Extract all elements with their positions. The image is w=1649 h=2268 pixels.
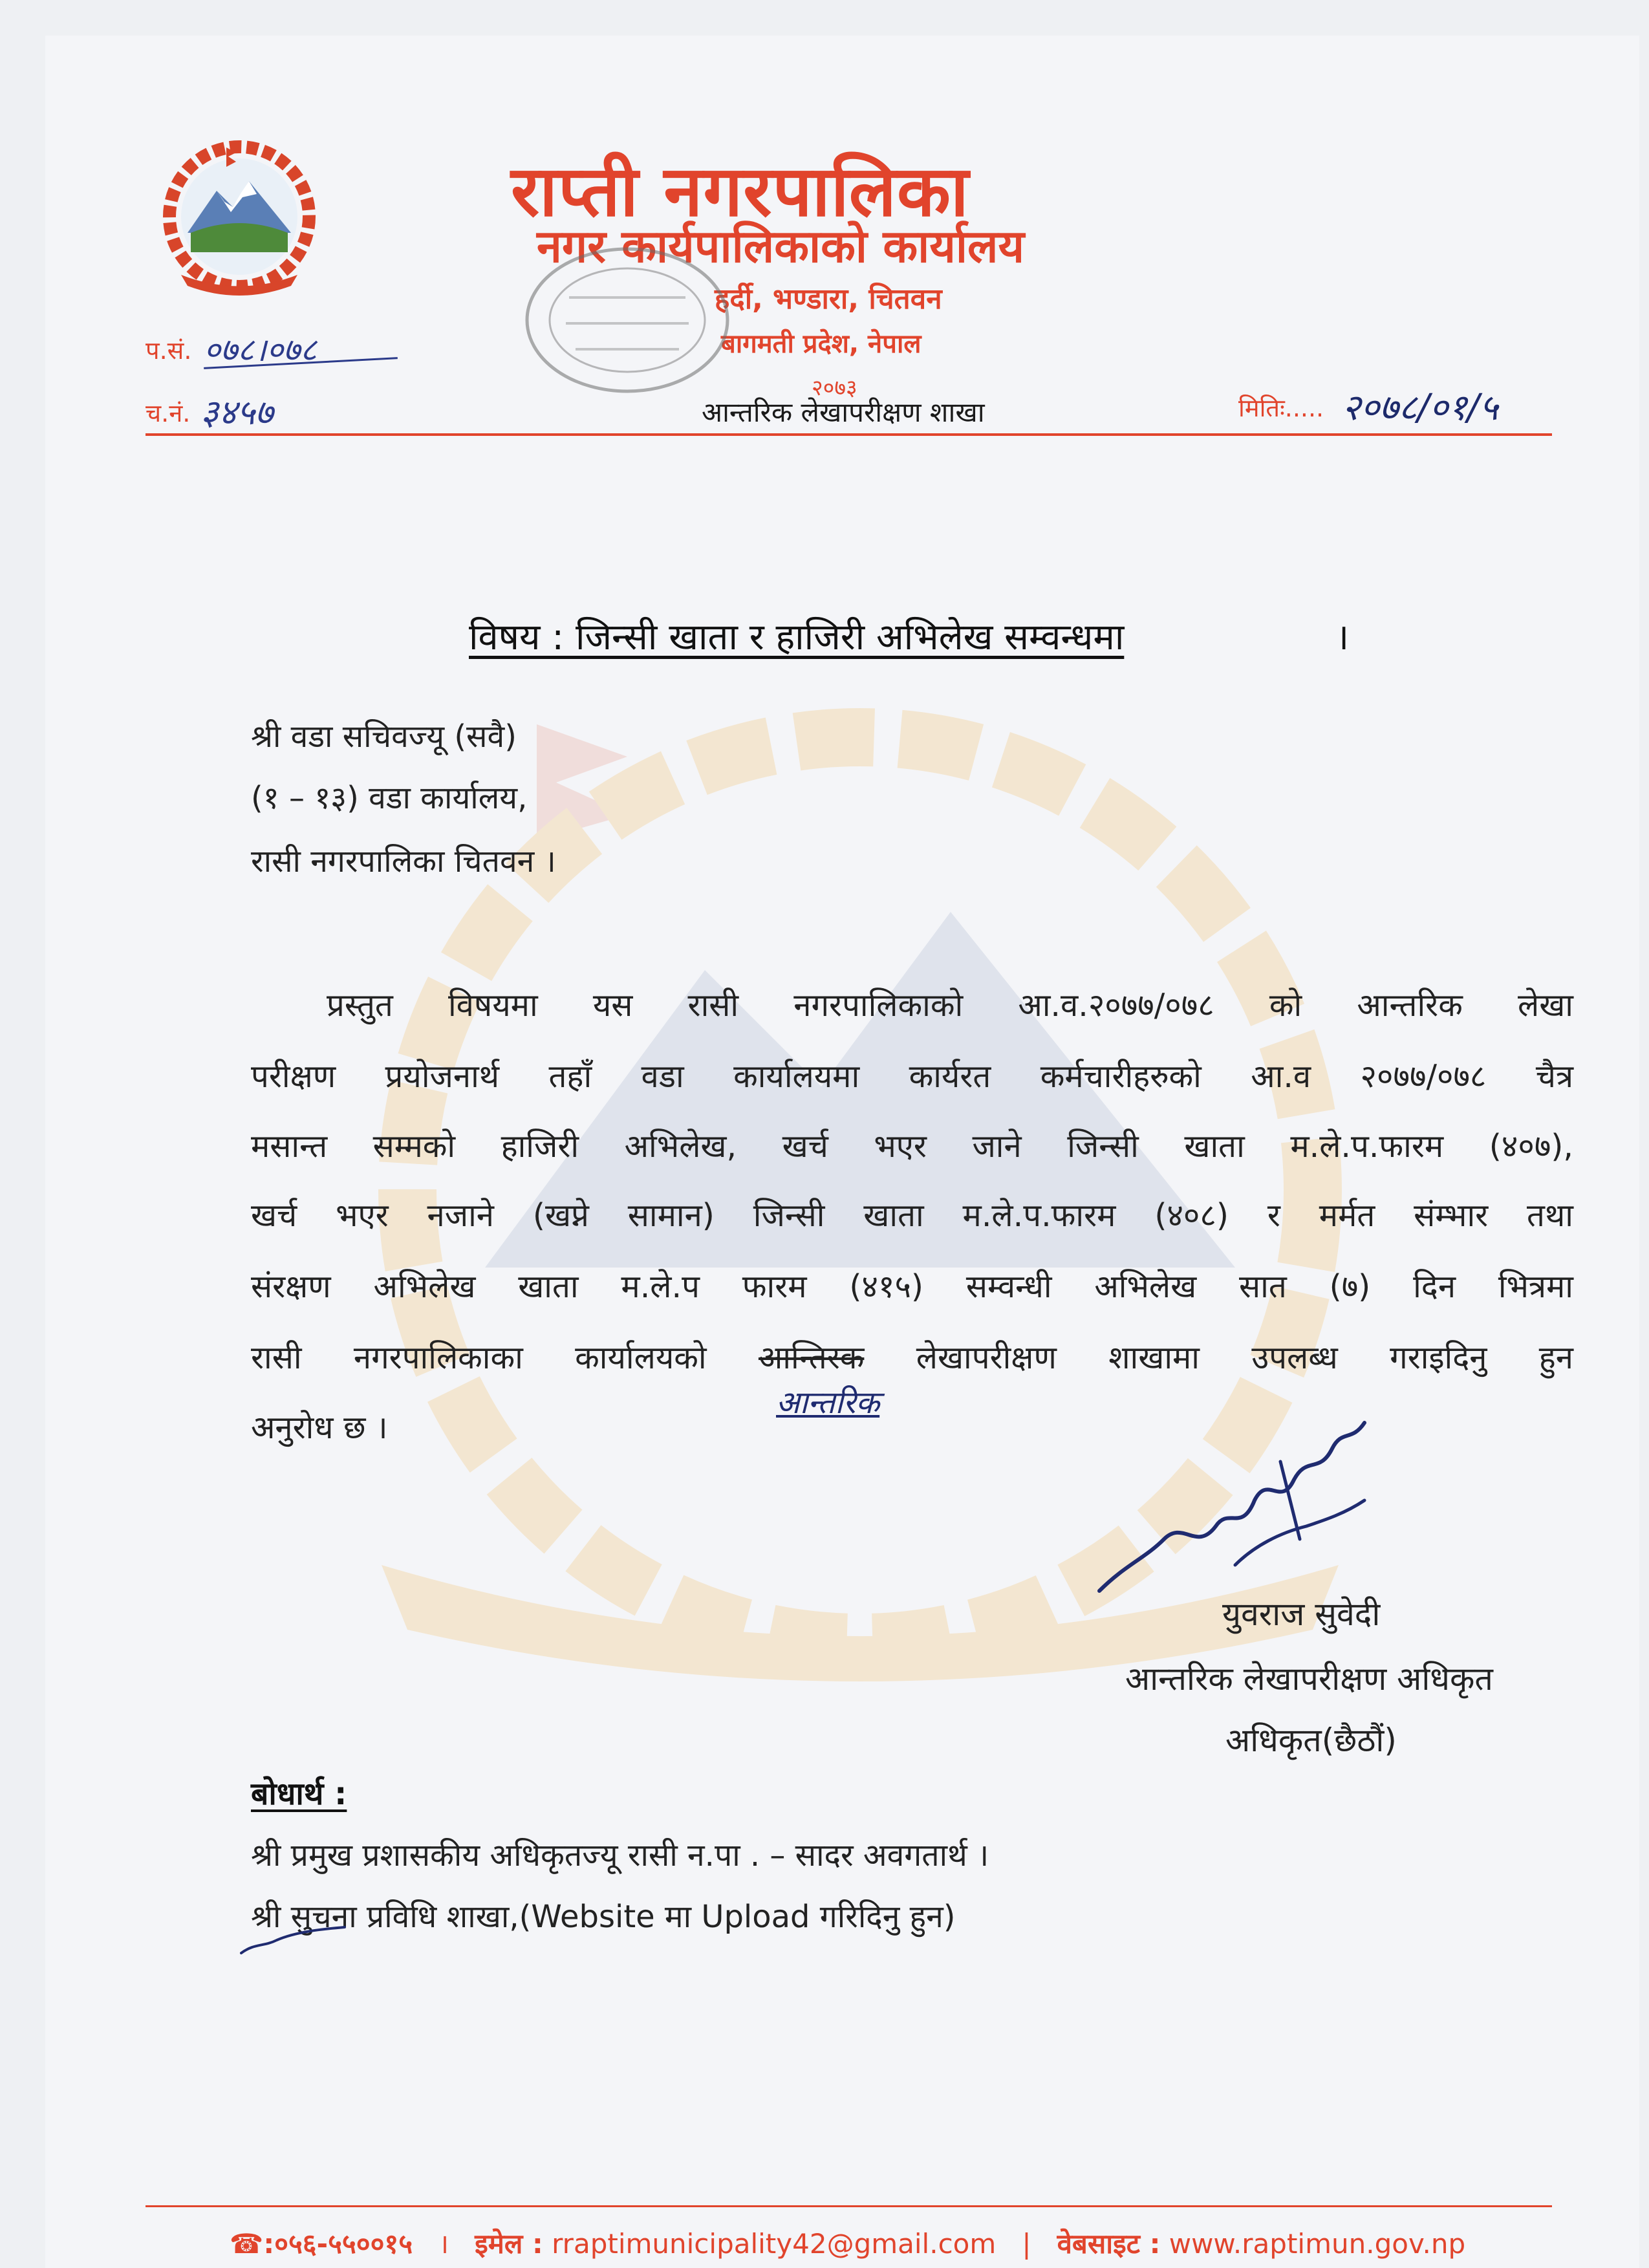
body-line: प्रस्तुत विषयमा यस रासी नगरपालिकाको आ.व.२०७७/०७८ को आन्तरिक लेखा (327, 987, 1573, 1024)
addressee-line: श्री वडा सचिवज्यू (सवै) (251, 718, 517, 755)
addressee-line: रासी नगरपालिका चितवन । (251, 843, 556, 880)
body-text: रासी नगरपालिकाका कार्यालयको (251, 1339, 707, 1376)
signatory-title: आन्तरिक लेखापरीक्षण अधिकृत (1125, 1660, 1493, 1698)
address-line-1: हर्दी, भण्डारा, चितवन (715, 283, 942, 316)
date-label: मितिः..... (1238, 394, 1324, 422)
footer-phone: ☎:०५६-५५००१५ (230, 2228, 413, 2260)
office-subtitle: नगर कार्यपालिकाको कार्यालय (537, 220, 1025, 273)
footer-email-label: इमेल : (475, 2228, 543, 2260)
footer-contact (230, 2225, 1465, 2262)
footer-email[interactable]: rraptimunicipality42@gmail.com (552, 2228, 997, 2260)
reference-number-value: ०७८।०७८ (204, 331, 317, 369)
address-line-2: बागमती प्रदेश, नेपाल (721, 329, 921, 359)
header-divider (146, 433, 1552, 436)
cc-label: बोधार्थ : (251, 1776, 347, 1812)
handwritten-signature (1086, 1403, 1384, 1610)
body-line: खर्च भएर नजाने (खप्ने सामान) जिन्सी खाता म.ले.प.फारम (४०८) र मर्मत संम्भार तथा (251, 1197, 1573, 1234)
body-text: लेखापरीक्षण शाखामा उपलब्ध गराइदिनु हुन (916, 1339, 1573, 1376)
signatory-name: युवराज सुवेदी (1222, 1595, 1381, 1633)
branch-name: आन्तरिक लेखापरीक्षण शाखा (702, 396, 985, 428)
municipality-title: राप्ती नगरपालिका (511, 151, 969, 232)
dispatch-number-label: च.नं. (146, 399, 191, 427)
handwritten-correction: आन्तरिक (776, 1385, 880, 1421)
reference-number-label: प.सं. (146, 336, 192, 365)
body-line: अनुरोध छ । (251, 1409, 388, 1446)
branch-note: २०७३ (812, 375, 857, 401)
subject-text: विषय : जिन्सी खाता र हाजिरी अभिलेख सम्वन्धमा (469, 616, 1125, 658)
office-stamp (517, 239, 737, 401)
nepal-emblem (146, 136, 333, 304)
subject-line (469, 611, 1124, 660)
date-value: २०७८/०१/५ (1342, 387, 1498, 429)
addressee-line: (१ – १३) वडा कार्यालय, (251, 780, 528, 816)
signatory-rank: अधिकृत(छैठौं) (1225, 1722, 1397, 1759)
body-line: संरक्षण अभिलेख खाता म.ले.प फारम (४१५) सम्वन्धी अभिलेख सात (७) दिन भित्रमा (251, 1268, 1573, 1305)
footer-web-label: वेबसाइट : (1057, 2228, 1161, 2260)
body-line: मसान्त सम्मको हाजिरी अभिलेख, खर्च भएर जाने जिन्सी खाता म.ले.प.फारम (४०७), (251, 1128, 1573, 1165)
subject-end-mark: । (1335, 616, 1350, 658)
dispatch-number-value: ३४५७ (200, 392, 274, 433)
footer-separator: | (1022, 2228, 1031, 2260)
body-line (251, 1335, 1573, 1378)
footer-separator: । (438, 2228, 449, 2260)
footer-divider (146, 2205, 1552, 2207)
tick-mark (238, 1924, 348, 1956)
cc-line: श्री प्रमुख प्रशासकीय अधिकृतज्यू रासी न.पा . – सादर अवगतार्थ । (251, 1837, 989, 1874)
cc-line: श्री सुचना प्रविधि शाखा,(Website मा Upload गरिदिनु हुन) (251, 1899, 956, 1935)
footer-website[interactable]: www.raptimun.gov.np (1169, 2228, 1466, 2260)
struck-word: आन्तिरक (758, 1339, 865, 1376)
body-line: परीक्षण प्रयोजनार्थ तहाँ वडा कार्यालयमा कार्यरत कर्मचारीहरुको आ.व २०७७/०७८ चैत्र (251, 1058, 1573, 1095)
